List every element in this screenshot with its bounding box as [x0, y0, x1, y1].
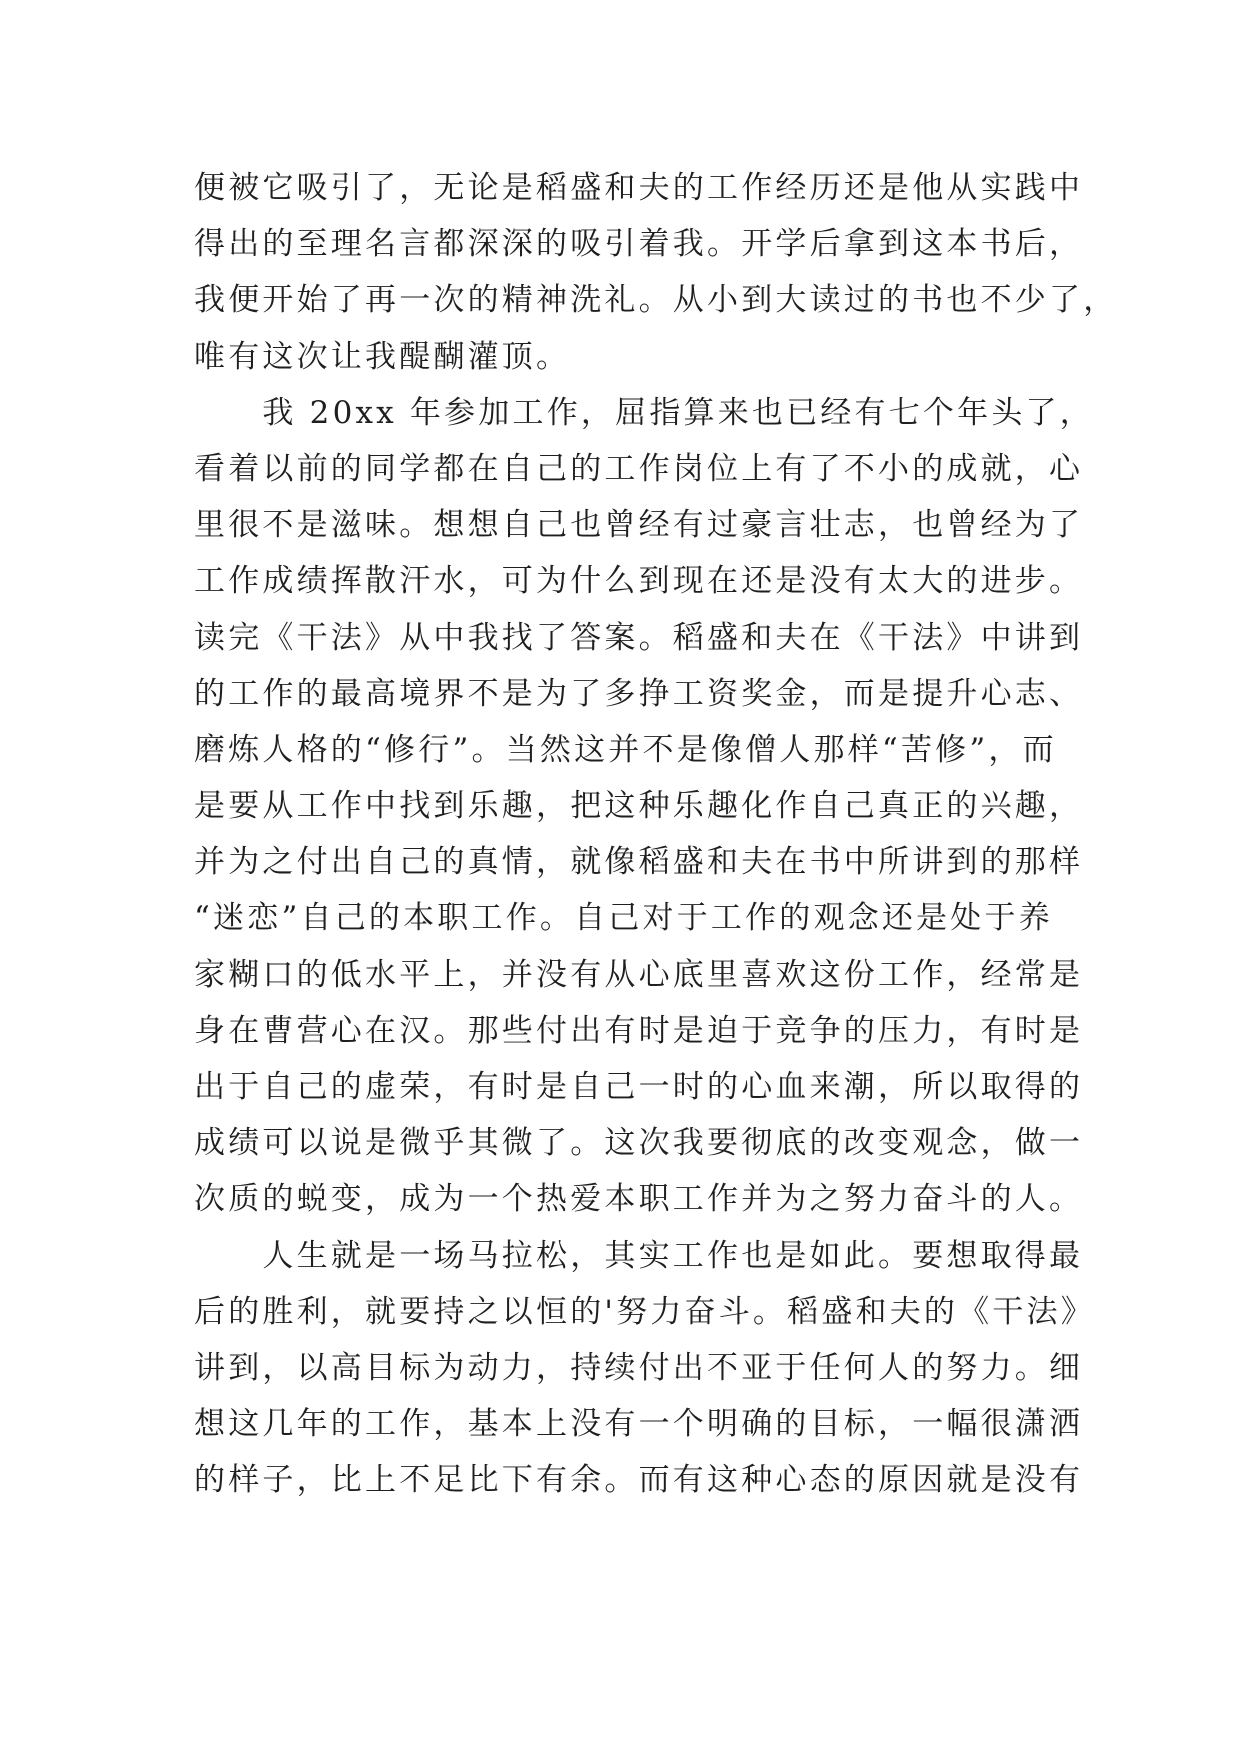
text-line: 唯有这次让我醍醐灌顶。 [194, 338, 571, 375]
text-line: 出于自己的虚荣，有时是自己一时的心血来潮，所以取得的 [194, 1069, 1084, 1105]
text-line: 成绩可以说是微乎其微了。这次我要彻底的改变观念，做一 [194, 1125, 1084, 1162]
paragraph-start-line: 我 20xx 年参加工作，屈指算来也已经有七个年头了， [194, 394, 1094, 431]
text-line: 家糊口的低水平上，并没有从心底里喜欢这份工作，经常是 [194, 956, 1084, 993]
text-line: 并为之付出自己的真情，就像稻盛和夫在书中所讲到的那样 [194, 844, 1084, 881]
text-line: 读完《干法》从中我找了答案。稻盛和夫在《干法》中讲到 [194, 619, 1084, 656]
text-line: 便被它吸引了，无论是稻盛和夫的工作经历还是他从实践中 [194, 170, 1084, 206]
text-line: 得出的至理名言都深深的吸引着我。开学后拿到这本书后， [194, 226, 1084, 263]
text-line: 身在曹营心在汉。那些付出有时是迫于竞争的压力，有时是 [194, 1012, 1084, 1049]
text-line: 看着以前的同学都在自己的工作岗位上有了不小的成就，心 [194, 450, 1084, 487]
paragraph-start-line: 人生就是一场马拉松，其实工作也是如此。要想取得最 [194, 1237, 1084, 1274]
text-line: 工作成绩挥散汗水，可为什么到现在还是没有太大的进步。 [194, 563, 1084, 600]
text-line: 后的胜利，就要持之以恒的'努力奋斗。稻盛和夫的《干法》 [194, 1293, 1095, 1330]
text-line: 是要从工作中找到乐趣，把这种乐趣化作自己真正的兴趣， [194, 788, 1084, 825]
text-line: 我便开始了再一次的精神洗礼。从小到大读过的书也不少了， [194, 282, 1118, 319]
body-text [194, 160, 1118, 1509]
text-line: 的样子，比上不足比下有余。而有这种心态的原因就是没有 [194, 1462, 1084, 1499]
text-line: 想这几年的工作，基本上没有一个明确的目标，一幅很潇洒 [194, 1406, 1084, 1443]
text-line: 次质的蜕变，成为一个热爱本职工作并为之努力奋斗的人。 [194, 1181, 1084, 1218]
text-line: 磨炼人格的“修行”。当然这并不是像僧人那样“苦修”，而 [194, 731, 1057, 768]
text-line: 里很不是滋味。想想自己也曾经有过豪言壮志，也曾经为了 [194, 507, 1084, 544]
text-line: 的工作的最高境界不是为了多挣工资奖金，而是提升心志、 [194, 675, 1084, 712]
text-line: 讲到，以高目标为动力，持续付出不亚于任何人的努力。细 [194, 1349, 1084, 1386]
text-line: “迷恋”自己的本职工作。自己对于工作的观念还是处于养 [194, 900, 1053, 937]
